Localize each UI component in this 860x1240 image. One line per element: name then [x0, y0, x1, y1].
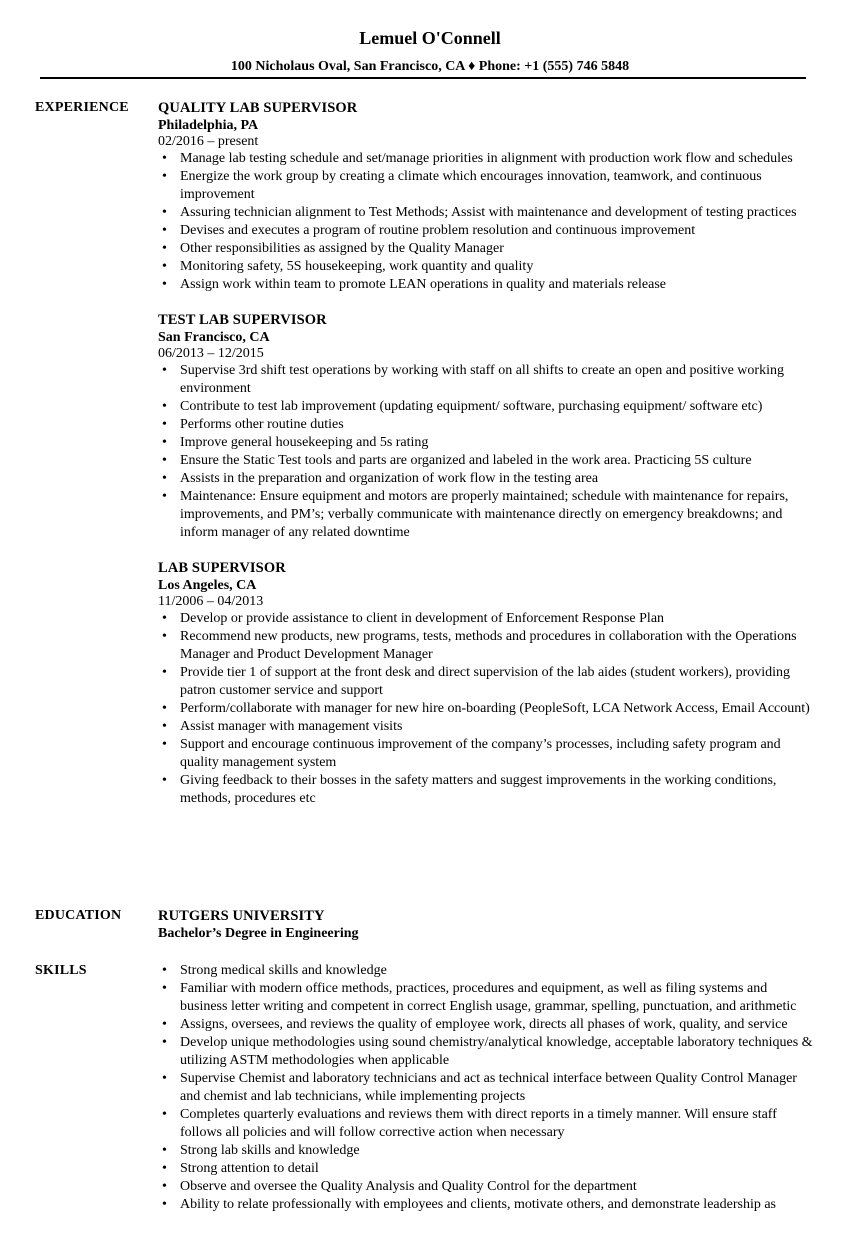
job-location: Philadelphia, PA	[158, 118, 259, 133]
list-item	[158, 452, 818, 470]
bullet-icon: •	[162, 471, 167, 486]
list-item	[158, 772, 818, 808]
bullet-text: Supervise 3rd shift test operations by working with staff on all shifts to create an open and positive working environment	[180, 363, 784, 396]
bullet-icon: •	[162, 629, 167, 644]
list-item	[158, 488, 818, 542]
bullet-text: Supervise Chemist and laboratory technicians and act as technical interface between Quality Control Manager and chemist and lab technicians, while implementing projects	[180, 1071, 797, 1104]
list-item	[158, 1070, 818, 1106]
resume-header	[0, 0, 860, 76]
job-bullets	[158, 610, 818, 808]
bullet-text: Monitoring safety, 5S housekeeping, work quantity and quality	[180, 259, 534, 274]
bullet-icon: •	[162, 981, 167, 996]
list-item	[158, 664, 818, 700]
bullet-icon: •	[162, 259, 167, 274]
degree: Bachelor’s Degree in Engineering	[158, 926, 359, 941]
bullet-text: Manage lab testing schedule and set/manage priorities in alignment with production work flow and schedules	[180, 151, 793, 166]
job-title: QUALITY LAB SUPERVISOR	[158, 100, 358, 116]
bullet-icon: •	[162, 151, 167, 166]
bullet-icon: •	[162, 773, 167, 788]
section-label-education: EDUCATION	[35, 908, 122, 923]
skills-bullets	[158, 962, 818, 1214]
bullet-text: Develop or provide assistance to client in development of Enforcement Response Plan	[180, 611, 665, 626]
bullet-icon: •	[162, 1107, 167, 1122]
job-location: Los Angeles, CA	[158, 578, 257, 593]
experience-list	[158, 99, 818, 825]
list-item	[158, 700, 818, 718]
bullet-icon: •	[162, 701, 167, 716]
section-label-skills: SKILLS	[35, 963, 87, 978]
list-item	[158, 980, 818, 1016]
bullet-icon: •	[162, 363, 167, 378]
bullet-icon: •	[162, 169, 167, 184]
bullet-text: Perform/collaborate with manager for new hire on-boarding (PeopleSoft, LCA Network Access, Email Account)	[180, 701, 810, 716]
job-bullets	[158, 150, 818, 294]
bullet-text: Improve general housekeeping and 5s rating	[180, 435, 429, 450]
bullet-icon: •	[162, 205, 167, 220]
bullet-icon: •	[162, 223, 167, 238]
bullet-text: Familiar with modern office methods, practices, procedures and equipment, as well as filing systems and business letter writing and competent in correct English usage, grammar, spelling, punctuation, and arithmetic	[180, 981, 797, 1014]
bullet-icon: •	[162, 277, 167, 292]
bullet-text: Develop unique methodologies using sound chemistry/analytical knowledge, acceptable laboratory techniques & utilizing ASTM methodologies when applicable	[180, 1035, 813, 1068]
bullet-icon: •	[162, 417, 167, 432]
bullet-text: Assist manager with management visits	[180, 719, 403, 734]
candidate-name: Lemuel O'Connell	[359, 28, 501, 48]
bullet-icon: •	[162, 1017, 167, 1032]
bullet-text: Support and encourage continuous improvement of the company’s processes, including safety program and quality management system	[180, 737, 781, 770]
job-dates: 11/2006 – 04/2013	[158, 594, 264, 609]
bullet-text: Assigns, oversees, and reviews the quality of employee work, directs all phases of work, quality, and service	[180, 1017, 788, 1032]
job-entry	[158, 99, 818, 294]
bullet-icon: •	[162, 1179, 167, 1194]
list-item	[158, 168, 818, 204]
job-entry	[158, 311, 818, 542]
bullet-icon: •	[162, 719, 167, 734]
section-label-experience: EXPERIENCE	[35, 100, 129, 115]
list-item	[158, 610, 818, 628]
job-bullets	[158, 362, 818, 542]
list-item	[158, 1196, 818, 1214]
list-item	[158, 736, 818, 772]
job-dates: 02/2016 – present	[158, 134, 259, 149]
bullet-text: Giving feedback to their bosses in the safety matters and suggest improvements in the working conditions, methods, procedures etc	[180, 773, 777, 806]
job-dates: 06/2013 – 12/2015	[158, 346, 264, 361]
bullet-text: Assists in the preparation and organization of work flow in the testing area	[180, 471, 599, 486]
bullet-icon: •	[162, 1035, 167, 1050]
bullet-text: Completes quarterly evaluations and reviews them with direct reports in a timely manner. Will ensure staff follows all policies and will follow corrective action when necessary	[180, 1107, 777, 1140]
bullet-text: Assign work within team to promote LEAN operations in quality and materials release	[180, 277, 666, 292]
list-item	[158, 718, 818, 736]
bullet-icon: •	[162, 665, 167, 680]
bullet-text: Contribute to test lab improvement (updating equipment/ software, purchasing equipment/ software etc)	[180, 399, 763, 414]
bullet-text: Maintenance: Ensure equipment and motors are properly maintained; schedule with maintenance for repairs, improvements, and PM’s; verbally communicate with maintenance directly on emergency breakdowns; and inform manager of any related downtime	[180, 489, 789, 540]
list-item	[158, 434, 818, 452]
list-item	[158, 1034, 818, 1070]
bullet-icon: •	[162, 1071, 167, 1086]
list-item	[158, 1178, 818, 1196]
bullet-text: Ability to relate professionally with employees and clients, motivate others, and demonstrate leadership as	[180, 1197, 777, 1212]
bullet-text: Recommend new products, new programs, tests, methods and procedures in collaboration with the Operations Manager and Product Development Manager	[180, 629, 797, 662]
list-item	[158, 222, 818, 240]
list-item	[158, 1016, 818, 1034]
list-item	[158, 276, 818, 294]
list-item	[158, 150, 818, 168]
bullet-icon: •	[162, 1197, 167, 1212]
bullet-icon: •	[162, 399, 167, 414]
school-name: RUTGERS UNIVERSITY	[158, 908, 325, 924]
bullet-text: Ensure the Static Test tools and parts are organized and labeled in the work area. Practicing 5S culture	[180, 453, 752, 468]
job-location: San Francisco, CA	[158, 330, 270, 345]
contact-line: 100 Nicholaus Oval, San Francisco, CA ♦ Phone: +1 (555) 746 5848	[230, 59, 630, 74]
skills-list	[158, 962, 818, 1214]
bullet-text: Observe and oversee the Quality Analysis and Quality Control for the department	[180, 1179, 637, 1194]
list-item	[158, 1106, 818, 1142]
bullet-text: Other responsibilities as assigned by the Quality Manager	[180, 241, 504, 256]
bullet-icon: •	[162, 453, 167, 468]
education-entry	[158, 907, 818, 942]
bullet-icon: •	[162, 489, 167, 504]
list-item	[158, 1142, 818, 1160]
list-item	[158, 258, 818, 276]
list-item	[158, 416, 818, 434]
list-item	[158, 1160, 818, 1178]
bullet-text: Assuring technician alignment to Test Methods; Assist with maintenance and development of testing practices	[180, 205, 797, 220]
list-item	[158, 398, 818, 416]
job-entry	[158, 559, 818, 808]
list-item	[158, 362, 818, 398]
bullet-icon: •	[162, 611, 167, 626]
list-item	[158, 962, 818, 980]
list-item	[158, 240, 818, 258]
bullet-text: Performs other routine duties	[180, 417, 344, 432]
bullet-icon: •	[162, 241, 167, 256]
bullet-icon: •	[162, 1143, 167, 1158]
bullet-text: Provide tier 1 of support at the front desk and direct supervision of the lab aides (student workers), providing patron customer service and support	[180, 665, 791, 698]
list-item	[158, 628, 818, 664]
bullet-icon: •	[162, 737, 167, 752]
bullet-text: Energize the work group by creating a climate which encourages innovation, teamwork, and continuous improvement	[180, 169, 762, 202]
bullet-icon: •	[162, 1161, 167, 1176]
header-divider	[40, 77, 806, 79]
bullet-text: Devises and executes a program of routine problem resolution and continuous improvement	[180, 223, 696, 238]
bullet-icon: •	[162, 435, 167, 450]
bullet-text: Strong medical skills and knowledge	[180, 963, 387, 978]
job-title: TEST LAB SUPERVISOR	[158, 312, 327, 328]
bullet-icon: •	[162, 963, 167, 978]
bullet-text: Strong lab skills and knowledge	[180, 1143, 360, 1158]
bullet-text: Strong attention to detail	[180, 1161, 319, 1176]
job-title: LAB SUPERVISOR	[158, 560, 286, 576]
list-item	[158, 470, 818, 488]
list-item	[158, 204, 818, 222]
